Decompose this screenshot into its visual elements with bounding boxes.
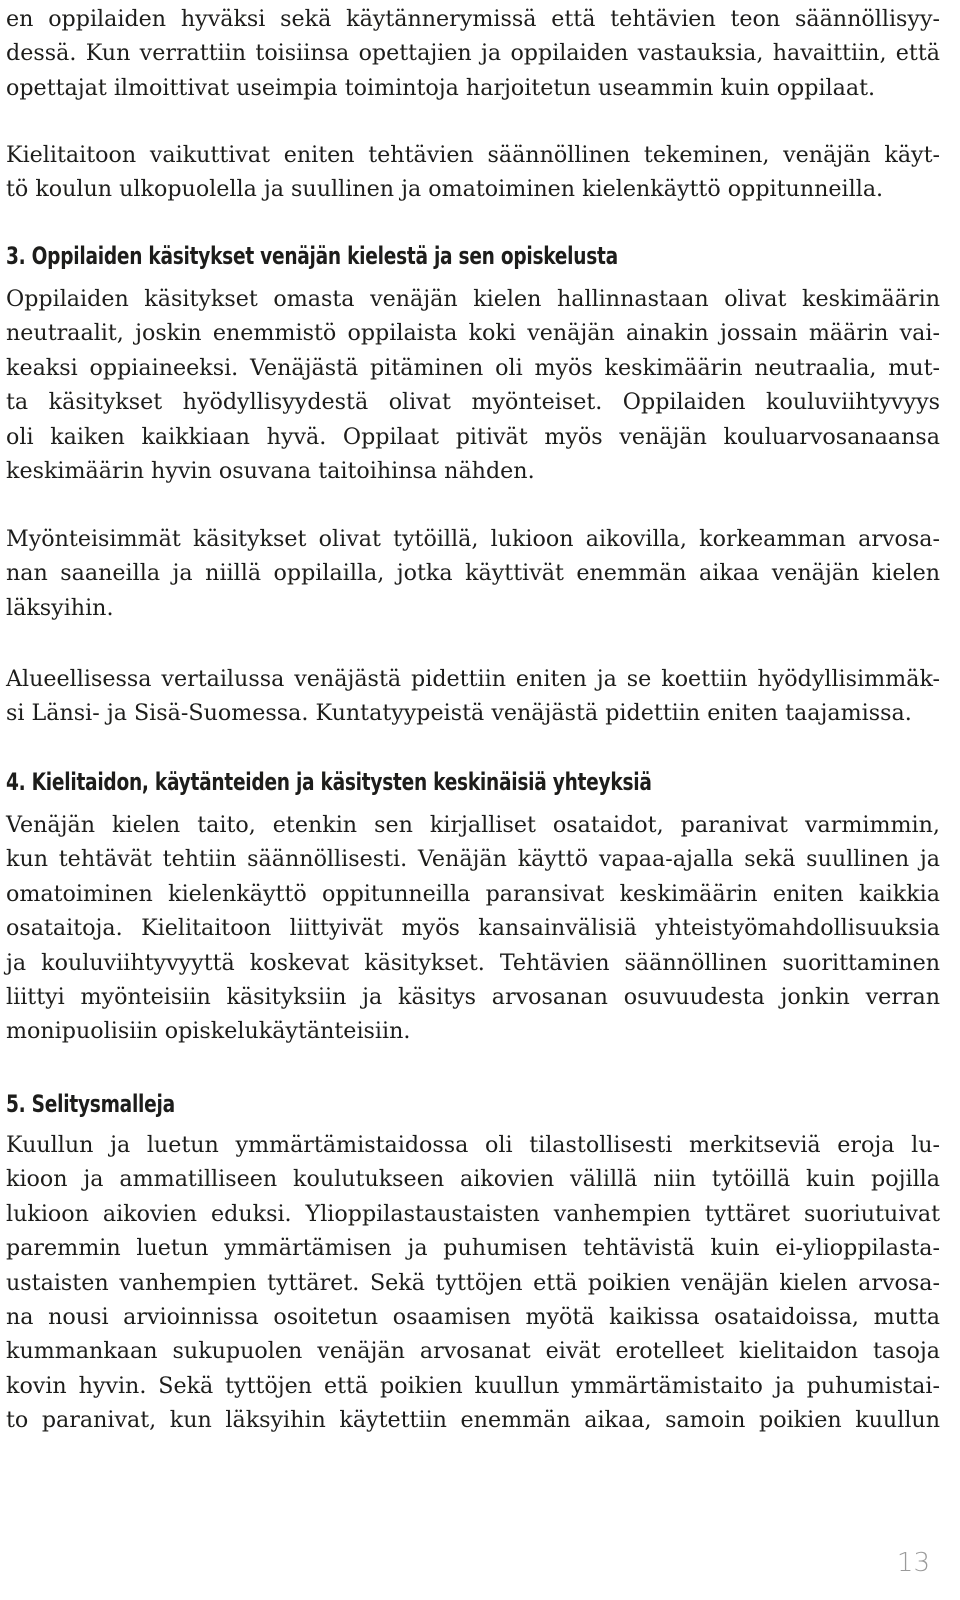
section-5-paragraph-1: [6, 1128, 940, 1438]
text-line: kovin hyvin. Sekä tyttöjen että poikien kuullun ymmärtämistaito ja puhumistai-: [6, 1372, 940, 1399]
text-line: Alueellisessa vertailussa venäjästä pidettiin eniten ja se koettiin hyödyllisimmäk-: [6, 666, 940, 692]
section-heading-4: 4. Kielitaidon, käytänteiden ja käsitysten keskinäisiä yhteyksiä: [6, 768, 652, 796]
text-line: keskimäärin hyvin osuvana taitoihinsa nähden.: [6, 457, 535, 484]
text-line: lukioon aikovien eduksi. Ylioppilastaustaisten vanhempien tyttäret suoriutuivat: [6, 1200, 940, 1227]
section-3-paragraph-2: [6, 522, 940, 625]
text-line: läksyihin.: [6, 594, 114, 621]
text-line: Kuullun ja luetun ymmärtämistaidossa oli tilastollisesti merkitseviä eroja lu-: [6, 1132, 940, 1158]
text-line: si Länsi- ja Sisä-Suomessa. Kuntatyypeistä venäjästä pidettiin eniten taajamissa.: [6, 700, 912, 727]
section-3-paragraph-3: [6, 662, 940, 731]
section-4-paragraph-1: [6, 808, 940, 1049]
section-heading-3: 3. Oppilaiden käsitykset venäjän kielestä ja sen opiskelusta: [6, 242, 618, 270]
text-line: opettajat ilmoittivat useimpia toimintoja harjoitetun useammin kuin oppilaat.: [6, 74, 876, 101]
text-line: oli kaiken kaikkiaan hyvä. Oppilaat pitivät myös venäjän kouluarvosanaansa: [6, 423, 940, 450]
paragraph-intro-1: [6, 2, 940, 105]
text-line: dessä. Kun verrattiin toisiinsa opettajien ja oppilaiden vastauksia, havaittiin, että: [6, 40, 940, 67]
text-line: Kielitaitoon vaikuttivat eniten tehtävien säännöllinen tekeminen, venäjän käyt-: [6, 142, 940, 168]
text-line: Oppilaiden käsitykset omasta venäjän kielen hallinnastaan olivat keskimäärin: [6, 286, 940, 312]
text-line: omatoiminen kielenkäyttö oppitunneilla paransivat keskimäärin eniten kaikkia: [6, 880, 940, 907]
text-line: osataitoja. Kielitaitoon liittyivät myös kansainvälisiä yhteistyömahdollisuuksia: [6, 915, 940, 942]
text-line: en oppilaiden hyväksi sekä käytännerymissä että tehtävien teon säännöllisyy-: [6, 6, 940, 32]
text-line: monipuolisiin opiskelukäytänteisiin.: [6, 1018, 411, 1045]
text-line: Myönteisimmät käsitykset olivat tytöillä, lukioon aikovilla, korkeamman arvosa-: [6, 526, 940, 552]
paragraph-intro-2: [6, 138, 940, 207]
text-line: neutraalit, joskin enemmistö oppilaista koki venäjän ainakin jossain määrin vai-: [6, 320, 940, 347]
page-number: 13: [896, 1548, 930, 1578]
text-line: paremmin luetun ymmärtämisen ja puhumisen tehtävistä kuin ei-ylioppilasta-: [6, 1235, 940, 1262]
text-line: Venäjän kielen taito, etenkin sen kirjalliset osataidot, paranivat varmimmin,: [6, 812, 940, 838]
text-line: kummankaan sukupuolen venäjän arvosanat eivät erotelleet kielitaidon tasoja: [6, 1338, 940, 1365]
text-line: liittyi myönteisiin käsityksiin ja käsitys arvosanan osuvuudesta jonkin verran: [6, 983, 940, 1010]
section-3-paragraph-1: [6, 282, 940, 488]
text-line: ja kouluviihtyvyyttä koskevat käsitykset. Tehtävien säännöllinen suorittaminen: [6, 949, 940, 976]
text-line: na nousi arvioinnissa osoitetun osaamisen myötä kaikissa osataidoissa, mutta: [6, 1303, 940, 1330]
text-line: kun tehtävät tehtiin säännöllisesti. Venäjän käyttö vapaa-ajalla sekä suullinen ja: [6, 846, 940, 873]
text-line: to paranivat, kun läksyihin käytettiin enemmän aikaa, samoin poikien kuullun: [6, 1407, 940, 1434]
text-line: kioon ja ammatilliseen koulutukseen aikovien välillä niin tytöillä kuin pojilla: [6, 1166, 940, 1193]
text-line: keaksi oppiaineeksi. Venäjästä pitäminen oli myös keskimäärin neutraalia, mut-: [6, 354, 940, 381]
section-heading-5: 5. Selitysmalleja: [6, 1090, 175, 1118]
text-line: tö koulun ulkopuolella ja suullinen ja omatoiminen kielenkäyttö oppitunneilla.: [6, 176, 884, 203]
text-line: ta käsitykset hyödyllisyydestä olivat myönteiset. Oppilaiden kouluviihtyvyys: [6, 389, 940, 416]
text-line: nan saaneilla ja niillä oppilailla, jotka käyttivät enemmän aikaa venäjän kielen: [6, 560, 940, 587]
text-line: ustaisten vanhempien tyttäret. Sekä tyttöjen että poikien venäjän kielen arvosa-: [6, 1269, 940, 1296]
